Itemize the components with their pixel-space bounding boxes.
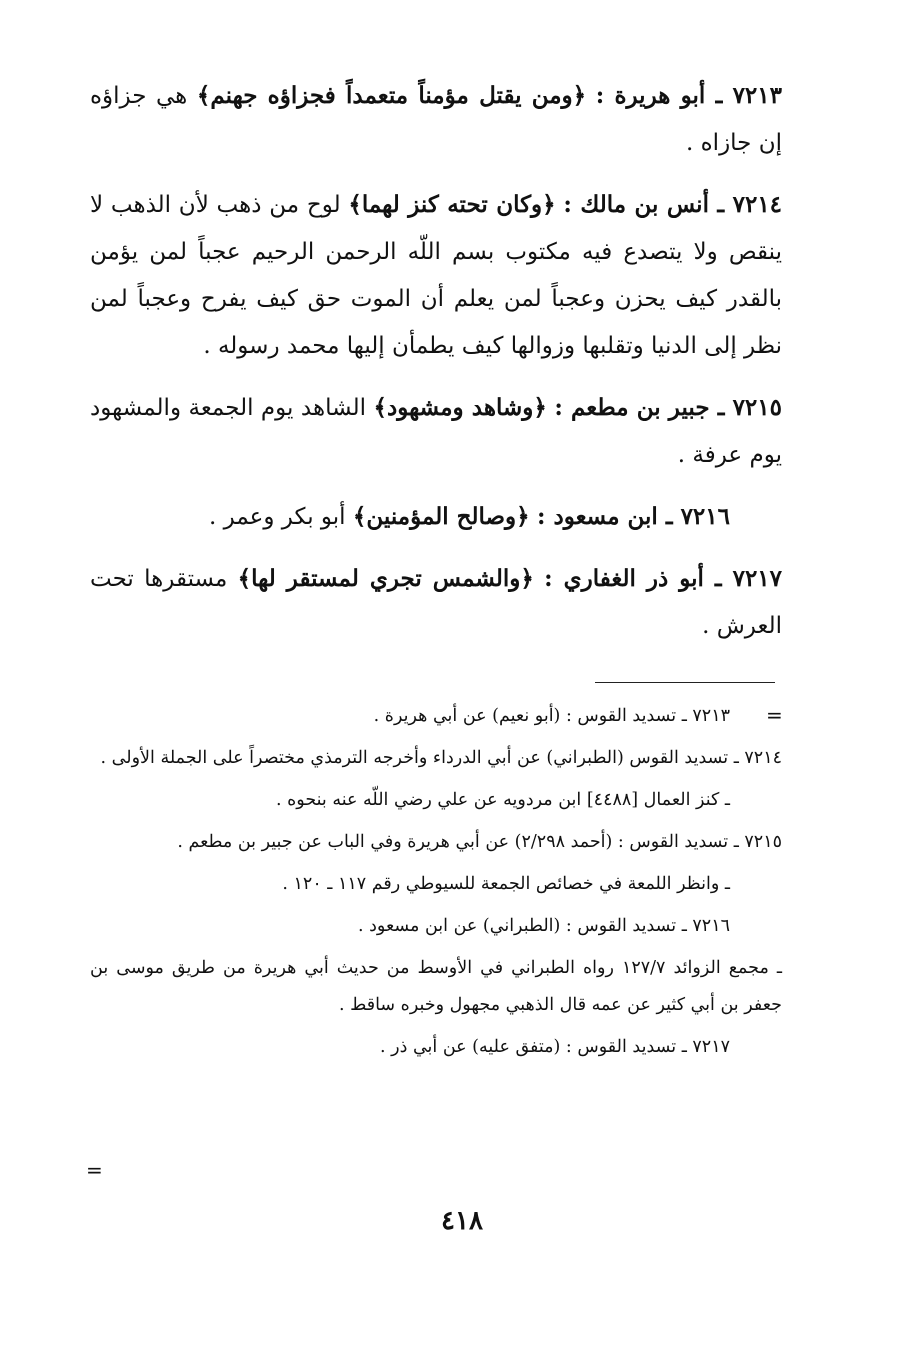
footnote-7216-majma: ـ مجمع الزوائد ١٢٧/٧ رواه الطبراني في الأوسط من حديث أبي هريرة من طريق موسى بن جعفر بن أبي كثير عن عمه قال الذهبي مجهول وخبره ساقط .: [90, 958, 782, 1015]
entry-7213: [90, 72, 782, 167]
entry-7215: [90, 384, 782, 479]
entry-7214: [90, 181, 782, 370]
continuation-mark-top: =: [766, 703, 783, 727]
main-text: [90, 72, 782, 664]
entry-number-author: ٧٢١٥ ـ جبير بن مطعم :: [554, 394, 782, 421]
page-number: ٤١٨: [441, 1206, 483, 1236]
entry-text: هي جزاؤه إن جازاه .: [90, 83, 782, 156]
entry-text: مستقرها تحت العرش .: [90, 566, 782, 639]
entry-text: أبو بكر وعمر .: [209, 504, 346, 530]
entry-number-author: ٧٢١٣ ـ أبو هريرة :: [595, 82, 782, 109]
footnote-7215: ٧٢١٥ ـ تسديد القوس : (أحمد ٢/٢٩٨) عن أبي هريرة وفي الباب عن جبير بن مطعم .: [177, 832, 782, 852]
quran-verse: ﴿وصالح المؤمنين﴾: [352, 503, 530, 530]
entry-text: الشاهد يوم الجمعة والمشهود يوم عرفة .: [90, 395, 782, 468]
entry-number-author: ٧٢١٤ ـ أنس بن مالك :: [563, 191, 783, 218]
footnote-7216: ٧٢١٦ ـ تسديد القوس : (الطبراني) عن ابن مسعود .: [358, 916, 730, 936]
footnotes: [90, 698, 782, 1071]
entry-number-author: ٧٢١٦ ـ ابن مسعود :: [536, 503, 730, 530]
entry-7216: [90, 493, 782, 541]
quran-verse: ﴿والشمس تجري لمستقر لها﴾: [237, 565, 534, 592]
entry-7217: [90, 555, 782, 650]
entry-text: لوح من ذهب لأن الذهب لا ينقص ولا يتصدع فيه مكتوب بسم اللّه الرحمن الرحيم عجباً لمن يؤمن بالقدر كيف يحزن وعجباً لمن يعلم أن الموت حق كيف يفرح وعجباً لمن نظر إلى الدنيا وتقلبها وزوالها كيف يطمأن إليها محمد رسوله .: [90, 192, 782, 359]
footnote-7213: ٧٢١٣ ـ تسديد القوس : (أبو نعيم) عن أبي هريرة .: [373, 706, 730, 726]
quran-verse: ﴿ومن يقتل مؤمناً متعمداً فجزاؤه جهنم﴾: [196, 82, 587, 109]
footnote-7217: ٧٢١٧ ـ تسديد القوس : (متفق عليه) عن أبي ذر .: [380, 1037, 730, 1057]
continuation-mark-bottom: =: [86, 1158, 103, 1182]
entry-number-author: ٧٢١٧ ـ أبو ذر الغفاري :: [544, 565, 783, 592]
footnote-7214: ٧٢١٤ ـ تسديد القوس (الطبراني) عن أبي الدرداء وأخرجه الترمذي مختصراً على الجملة الأولى .: [100, 748, 782, 768]
footnote-divider: [595, 682, 775, 683]
quran-verse: ﴿وكان تحته كنز لهما﴾: [348, 191, 556, 218]
quran-verse: ﴿وشاهد ومشهود﴾: [373, 394, 547, 421]
footnote-7214-kanz: ـ كنز العمال [٤٤٨٨] ابن مردويه عن علي رضي اللّه عنه بنحوه .: [276, 790, 730, 810]
footnote-7215-lumaa: ـ وانظر اللمعة في خصائص الجمعة للسيوطي رقم ١١٧ ـ ١٢٠ .: [282, 874, 730, 894]
